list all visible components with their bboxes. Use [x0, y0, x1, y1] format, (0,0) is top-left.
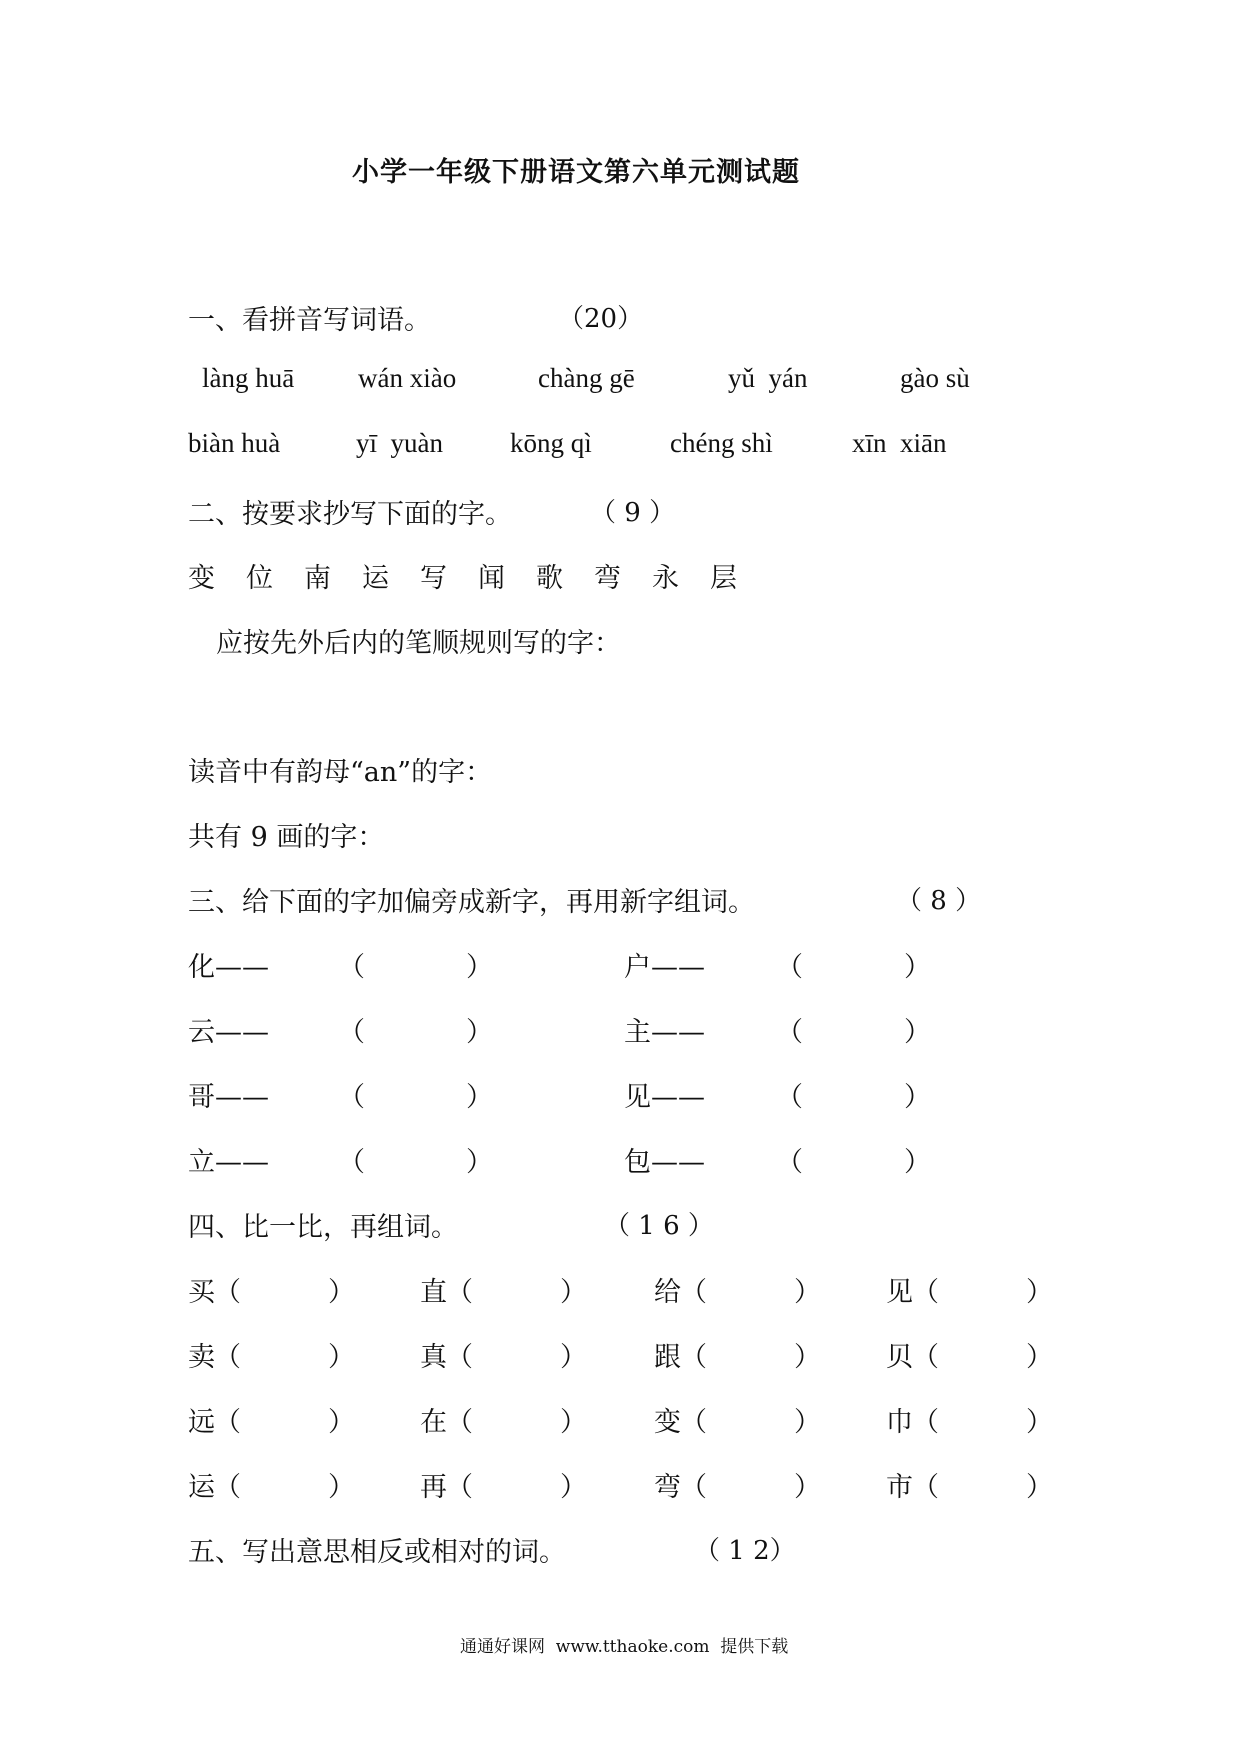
pinyin-word: chéng shì [670, 428, 773, 458]
section2-score: （ 9 ） [590, 498, 676, 528]
answer-paren-open: （ [912, 1277, 939, 1308]
answer-paren-open: （ [338, 1017, 365, 1048]
compare-char: 买 [188, 1277, 215, 1308]
compare-char: 弯 [654, 1472, 681, 1503]
copy-char: 闻 [478, 563, 505, 594]
answer-paren-close: ） [466, 1147, 493, 1178]
answer-paren-open: （ [338, 952, 365, 983]
copy-char: 歌 [536, 563, 563, 594]
answer-paren-open: （ [776, 952, 803, 983]
answer-paren-close: ） [560, 1407, 587, 1438]
compare-char: 在 [420, 1407, 447, 1438]
section3-heading: 三、给下面的字加偏旁成新字，再用新字组词。 [188, 887, 755, 918]
radical-base-char: 哥—— [188, 1082, 269, 1113]
answer-paren-open: （ [338, 1082, 365, 1113]
section1-heading: 一、看拼音写词语。 [188, 305, 431, 336]
answer-paren-open: （ [680, 1407, 707, 1438]
footer-download-note: 通通好课网 www.tthaoke.com 提供下载 [460, 1637, 789, 1657]
pinyin-word: gào sù [900, 363, 970, 393]
copy-char: 位 [246, 563, 273, 594]
radical-base-char: 见—— [624, 1082, 705, 1113]
answer-paren-close: ） [560, 1277, 587, 1308]
answer-paren-open: （ [446, 1472, 473, 1503]
copy-char: 弯 [594, 563, 621, 594]
answer-paren-close: ） [904, 952, 931, 983]
compare-char: 市 [886, 1472, 913, 1503]
copy-char: 写 [420, 563, 447, 594]
answer-paren-open: （ [214, 1407, 241, 1438]
compare-char: 巾 [886, 1407, 913, 1438]
copy-prompt-nine-strokes: 共有 9 画的字： [188, 822, 385, 853]
pinyin-word: chàng gē [538, 363, 635, 393]
answer-paren-open: （ [776, 1147, 803, 1178]
copy-char: 变 [188, 563, 215, 594]
pinyin-word: xīn xiān [852, 428, 947, 458]
radical-base-char: 包—— [624, 1147, 705, 1178]
answer-paren-open: （ [680, 1342, 707, 1373]
answer-paren-close: ） [1026, 1407, 1053, 1438]
compare-char: 直 [420, 1277, 447, 1308]
radical-base-char: 主—— [624, 1017, 705, 1048]
answer-paren-open: （ [446, 1342, 473, 1373]
answer-paren-close: ） [904, 1082, 931, 1113]
radical-base-char: 云—— [188, 1017, 269, 1048]
copy-prompt-an: 读音中有韵母“an”的字： [188, 757, 493, 788]
pinyin-word: kōng qì [510, 428, 592, 458]
answer-paren-open: （ [214, 1472, 241, 1503]
answer-paren-close: ） [904, 1017, 931, 1048]
answer-paren-open: （ [446, 1407, 473, 1438]
answer-paren-close: ） [560, 1472, 587, 1503]
answer-paren-close: ） [904, 1147, 931, 1178]
answer-paren-close: ） [560, 1342, 587, 1373]
radical-base-char: 立—— [188, 1147, 269, 1178]
compare-char: 运 [188, 1472, 215, 1503]
answer-paren-close: ） [466, 1017, 493, 1048]
answer-paren-open: （ [214, 1342, 241, 1373]
compare-char: 再 [420, 1472, 447, 1503]
compare-char: 给 [654, 1277, 681, 1308]
answer-paren-open: （ [680, 1472, 707, 1503]
answer-paren-close: ） [466, 952, 493, 983]
section2-heading: 二、按要求抄写下面的字。 [188, 499, 512, 530]
answer-paren-close: ） [794, 1342, 821, 1373]
copy-prompt-outer-inner: 应按先外后内的笔顺规则写的字： [216, 628, 621, 659]
answer-paren-close: ） [1026, 1472, 1053, 1503]
answer-paren-open: （ [912, 1407, 939, 1438]
pinyin-word: yī yuàn [356, 428, 443, 458]
pinyin-word: yǔ yán [728, 363, 808, 393]
copy-char: 层 [710, 563, 737, 594]
answer-paren-close: ） [328, 1342, 355, 1373]
compare-char: 变 [654, 1407, 681, 1438]
copy-char: 运 [362, 563, 389, 594]
radical-base-char: 户—— [624, 952, 705, 983]
copy-char: 南 [304, 563, 331, 594]
section5-score: （ 1 2） [694, 1536, 796, 1566]
answer-paren-close: ） [794, 1277, 821, 1308]
compare-char: 远 [188, 1407, 215, 1438]
compare-char: 贝 [886, 1342, 913, 1373]
page-title: 小学一年级下册语文第六单元测试题 [352, 157, 800, 188]
pinyin-word: biàn huà [188, 428, 281, 458]
section4-heading: 四、比一比，再组词。 [188, 1212, 458, 1243]
section5-heading: 五、写出意思相反或相对的词。 [188, 1537, 566, 1568]
copy-char: 永 [652, 563, 679, 594]
compare-char: 卖 [188, 1342, 215, 1373]
section1-score: （20） [558, 304, 644, 334]
answer-paren-open: （ [446, 1277, 473, 1308]
answer-paren-close: ） [328, 1472, 355, 1503]
answer-paren-open: （ [680, 1277, 707, 1308]
compare-char: 跟 [654, 1342, 681, 1373]
compare-char: 见 [886, 1277, 913, 1308]
answer-paren-open: （ [912, 1342, 939, 1373]
answer-paren-open: （ [776, 1082, 803, 1113]
answer-paren-close: ） [794, 1407, 821, 1438]
answer-paren-open: （ [214, 1277, 241, 1308]
section3-score: （ 8 ） [896, 886, 982, 916]
answer-paren-open: （ [338, 1147, 365, 1178]
pinyin-word: wán xiào [358, 363, 457, 393]
pinyin-word: làng huā [202, 363, 295, 393]
answer-paren-open: （ [776, 1017, 803, 1048]
answer-paren-open: （ [912, 1472, 939, 1503]
answer-paren-close: ） [1026, 1342, 1053, 1373]
answer-paren-close: ） [1026, 1277, 1053, 1308]
answer-paren-close: ） [328, 1277, 355, 1308]
answer-paren-close: ） [328, 1407, 355, 1438]
radical-base-char: 化—— [188, 952, 269, 983]
answer-paren-close: ） [794, 1472, 821, 1503]
answer-paren-close: ） [466, 1082, 493, 1113]
compare-char: 真 [420, 1342, 447, 1373]
section4-score: （ 1 6 ） [604, 1211, 714, 1241]
